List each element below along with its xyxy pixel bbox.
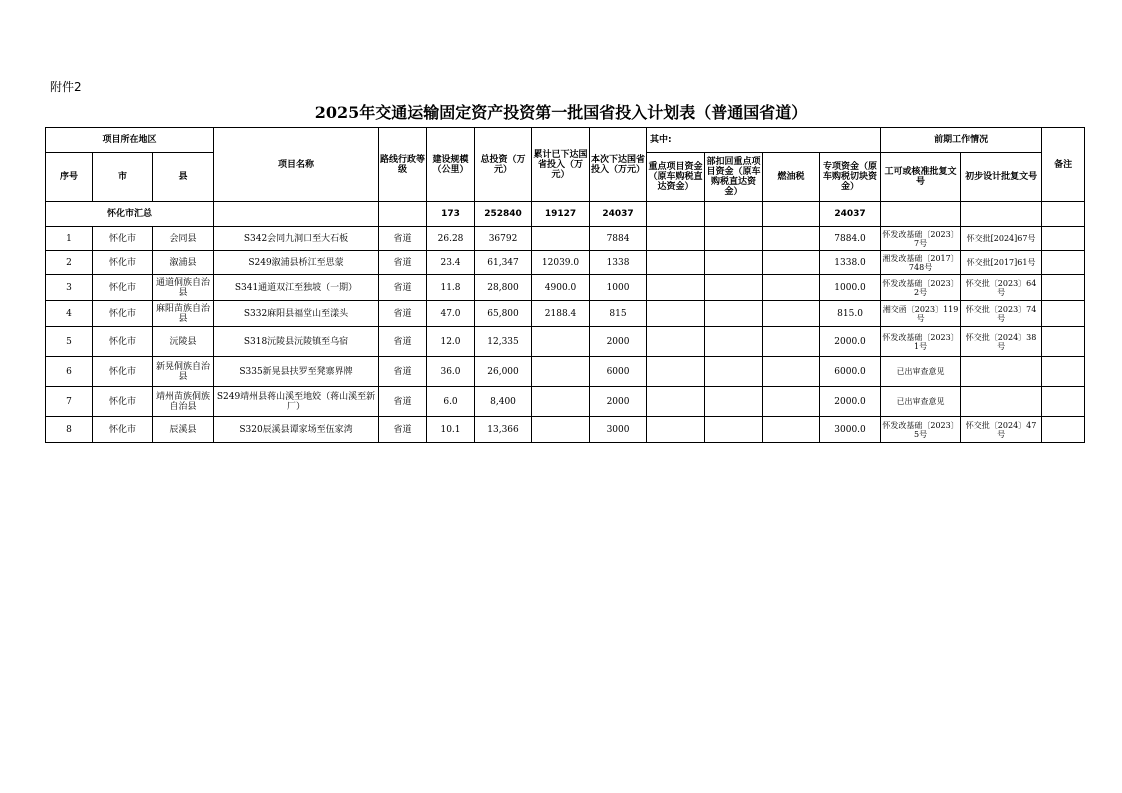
cell-key-project-fund: [647, 275, 705, 301]
cell-road-level: 省道: [379, 227, 427, 251]
cell-scale: 11.8: [427, 275, 475, 301]
cell-remarks: [1042, 417, 1085, 443]
cell-feasibility: 湘交函〔2023〕119号: [881, 301, 961, 327]
cell-scale: 23.4: [427, 251, 475, 275]
cell-project-name: S318沅陵县沅陵镇至乌宿: [214, 327, 379, 357]
cell-special-fund: 2000.0: [820, 387, 881, 417]
cell-fuel-tax: [763, 387, 820, 417]
header-prelim-design: 初步设计批复文号: [961, 153, 1042, 202]
cell-key-project-fund: [647, 251, 705, 275]
cell-key-project-fund: [647, 417, 705, 443]
cell-road-level: 省道: [379, 417, 427, 443]
cell-fuel-tax: [763, 275, 820, 301]
cell-key-project-fund: [647, 387, 705, 417]
cell-remarks: [1042, 387, 1085, 417]
cell-key-project-fund: [647, 327, 705, 357]
cell-total-investment: 36792: [475, 227, 532, 251]
summary-total-investment: 252840: [475, 202, 532, 227]
cell-fuel-tax: [763, 251, 820, 275]
cell-deducted-fund: [705, 301, 763, 327]
cell-this-batch: 2000: [590, 327, 647, 357]
cell-project-name: S249溆浦县桥江至思蒙: [214, 251, 379, 275]
cell-total-investment: 13,366: [475, 417, 532, 443]
table-row: [46, 387, 1085, 417]
cell-scale: 26.28: [427, 227, 475, 251]
cell-special-fund: 3000.0: [820, 417, 881, 443]
cell-remarks: [1042, 227, 1085, 251]
cell-city: 怀化市: [93, 301, 153, 327]
cell-project-name: S320辰溪县谭家场至伍家湾: [214, 417, 379, 443]
cell-this-batch: 815: [590, 301, 647, 327]
cell-feasibility: 怀发改基础〔2023〕7号: [881, 227, 961, 251]
header-of-which: 其中:: [647, 128, 881, 153]
cell-cumulative: [532, 357, 590, 387]
cell-deducted-fund: [705, 417, 763, 443]
attachment-label: 附件2: [50, 80, 82, 94]
header-cumulative: 累计已下达国省投入（万元）: [532, 128, 590, 202]
cell-seq: 3: [46, 275, 93, 301]
cell-prelim-design: [961, 387, 1042, 417]
cell-feasibility: 已出审查意见: [881, 387, 961, 417]
cell-road-level: 省道: [379, 327, 427, 357]
header-prelim-work: 前期工作情况: [881, 128, 1042, 153]
cell-this-batch: 3000: [590, 417, 647, 443]
cell-prelim-design: 怀交批[2024]67号: [961, 227, 1042, 251]
cell-seq: 2: [46, 251, 93, 275]
summary-scale: 173: [427, 202, 475, 227]
table-row: [46, 357, 1085, 387]
cell-prelim-design: 怀交批〔2023〕74号: [961, 301, 1042, 327]
summary-cumulative: 19127: [532, 202, 590, 227]
header-seq: 序号: [46, 153, 93, 202]
cell-county: 麻阳苗族自治县: [153, 301, 214, 327]
cell-feasibility: 怀发改基础〔2023〕5号: [881, 417, 961, 443]
summary-cell: [881, 202, 961, 227]
cell-cumulative: [532, 327, 590, 357]
cell-feasibility: 已出审查意见: [881, 357, 961, 387]
cell-deducted-fund: [705, 387, 763, 417]
cell-prelim-design: [961, 357, 1042, 387]
page-title: 2025年交通运输固定资产投资第一批国省投入计划表（普通国省道）: [314, 103, 808, 122]
cell-seq: 1: [46, 227, 93, 251]
cell-city: 怀化市: [93, 357, 153, 387]
cell-cumulative: 12039.0: [532, 251, 590, 275]
cell-city: 怀化市: [93, 251, 153, 275]
cell-this-batch: 1338: [590, 251, 647, 275]
cell-project-name: S335新晃县扶罗至凳寨界牌: [214, 357, 379, 387]
summary-cell: [647, 202, 705, 227]
summary-cell: [379, 202, 427, 227]
summary-cell: [705, 202, 763, 227]
cell-total-investment: 65,800: [475, 301, 532, 327]
cell-this-batch: 7884: [590, 227, 647, 251]
cell-prelim-design: 怀交批[2017]61号: [961, 251, 1042, 275]
cell-city: 怀化市: [93, 227, 153, 251]
cell-deducted-fund: [705, 227, 763, 251]
cell-remarks: [1042, 327, 1085, 357]
cell-road-level: 省道: [379, 357, 427, 387]
cell-special-fund: 6000.0: [820, 357, 881, 387]
cell-deducted-fund: [705, 251, 763, 275]
cell-total-investment: 12,335: [475, 327, 532, 357]
summary-this-batch: 24037: [590, 202, 647, 227]
cell-fuel-tax: [763, 327, 820, 357]
cell-project-name: S341通道双江至独坡（一期）: [214, 275, 379, 301]
summary-special-fund: 24037: [820, 202, 881, 227]
summary-label: 怀化市汇总: [46, 202, 214, 227]
table-row: [46, 327, 1085, 357]
cell-cumulative: [532, 417, 590, 443]
cell-cumulative: 2188.4: [532, 301, 590, 327]
header-project-name: 项目名称: [214, 128, 379, 202]
cell-feasibility: 怀发改基础〔2023〕1号: [881, 327, 961, 357]
cell-city: 怀化市: [93, 275, 153, 301]
cell-scale: 47.0: [427, 301, 475, 327]
cell-cumulative: 4900.0: [532, 275, 590, 301]
cell-special-fund: 2000.0: [820, 327, 881, 357]
cell-road-level: 省道: [379, 387, 427, 417]
investment-plan-table: [45, 127, 1085, 443]
cell-feasibility: 怀发改基础〔2023〕2号: [881, 275, 961, 301]
cell-deducted-fund: [705, 357, 763, 387]
cell-this-batch: 1000: [590, 275, 647, 301]
summary-cell: [763, 202, 820, 227]
header-feasibility: 工可或核准批复文号: [881, 153, 961, 202]
table-row: [46, 301, 1085, 327]
cell-county: 新晃侗族自治县: [153, 357, 214, 387]
table-row: [46, 417, 1085, 443]
cell-county: 通道侗族自治县: [153, 275, 214, 301]
cell-special-fund: 7884.0: [820, 227, 881, 251]
cell-scale: 6.0: [427, 387, 475, 417]
cell-key-project-fund: [647, 357, 705, 387]
cell-cumulative: [532, 227, 590, 251]
cell-remarks: [1042, 357, 1085, 387]
header-key-project-fund: 重点项目资金（原车购税直达资金）: [647, 153, 705, 202]
header-road-level: 路线行政等级: [379, 128, 427, 202]
header-total-investment: 总投资（万元）: [475, 128, 532, 202]
cell-remarks: [1042, 251, 1085, 275]
cell-road-level: 省道: [379, 275, 427, 301]
cell-county: 会同县: [153, 227, 214, 251]
summary-cell: [1042, 202, 1085, 227]
header-remarks: 备注: [1042, 128, 1085, 202]
summary-row: [46, 202, 1085, 227]
table-row: [46, 275, 1085, 301]
cell-road-level: 省道: [379, 301, 427, 327]
cell-scale: 12.0: [427, 327, 475, 357]
cell-scale: 36.0: [427, 357, 475, 387]
cell-prelim-design: 怀交批〔2024〕38号: [961, 327, 1042, 357]
cell-total-investment: 26,000: [475, 357, 532, 387]
summary-cell: [214, 202, 379, 227]
header-county: 县: [153, 153, 214, 202]
cell-feasibility: 湘发改基础〔2017〕748号: [881, 251, 961, 275]
cell-county: 溆浦县: [153, 251, 214, 275]
cell-total-investment: 8,400: [475, 387, 532, 417]
cell-road-level: 省道: [379, 251, 427, 275]
header-city: 市: [93, 153, 153, 202]
cell-fuel-tax: [763, 301, 820, 327]
cell-key-project-fund: [647, 301, 705, 327]
cell-total-investment: 61,347: [475, 251, 532, 275]
cell-total-investment: 28,800: [475, 275, 532, 301]
cell-prelim-design: 怀交批〔2023〕64号: [961, 275, 1042, 301]
cell-deducted-fund: [705, 275, 763, 301]
cell-remarks: [1042, 301, 1085, 327]
cell-project-name: S342会同九洞口至大石板: [214, 227, 379, 251]
header-special-fund: 专项资金（原车购税切块资金）: [820, 153, 881, 202]
header-row-1: [46, 128, 1085, 153]
cell-this-batch: 2000: [590, 387, 647, 417]
cell-fuel-tax: [763, 417, 820, 443]
table-row: [46, 227, 1085, 251]
cell-special-fund: 1000.0: [820, 275, 881, 301]
cell-this-batch: 6000: [590, 357, 647, 387]
cell-seq: 4: [46, 301, 93, 327]
header-fuel-tax: 燃油税: [763, 153, 820, 202]
cell-special-fund: 1338.0: [820, 251, 881, 275]
cell-seq: 5: [46, 327, 93, 357]
cell-seq: 6: [46, 357, 93, 387]
cell-project-name: S332麻阳县福堂山至漾头: [214, 301, 379, 327]
cell-project-name: S249靖州县蒋山溪至地姣（蒋山溪至新厂）: [214, 387, 379, 417]
cell-scale: 10.1: [427, 417, 475, 443]
cell-fuel-tax: [763, 357, 820, 387]
cell-county: 辰溪县: [153, 417, 214, 443]
cell-cumulative: [532, 387, 590, 417]
header-region: 项目所在地区: [46, 128, 214, 153]
cell-special-fund: 815.0: [820, 301, 881, 327]
header-this-batch: 本次下达国省投入（万元）: [590, 128, 647, 202]
cell-prelim-design: 怀交批〔2024〕47号: [961, 417, 1042, 443]
table-row: [46, 251, 1085, 275]
header-scale: 建设规模（公里）: [427, 128, 475, 202]
cell-county: 沅陵县: [153, 327, 214, 357]
cell-key-project-fund: [647, 227, 705, 251]
cell-deducted-fund: [705, 327, 763, 357]
cell-county: 靖州苗族侗族自治县: [153, 387, 214, 417]
summary-cell: [961, 202, 1042, 227]
cell-city: 怀化市: [93, 417, 153, 443]
cell-seq: 7: [46, 387, 93, 417]
cell-seq: 8: [46, 417, 93, 443]
header-deducted-fund: 部扣回重点项目资金（原车购税直达资金）: [705, 153, 763, 202]
cell-city: 怀化市: [93, 387, 153, 417]
cell-fuel-tax: [763, 227, 820, 251]
cell-city: 怀化市: [93, 327, 153, 357]
cell-remarks: [1042, 275, 1085, 301]
